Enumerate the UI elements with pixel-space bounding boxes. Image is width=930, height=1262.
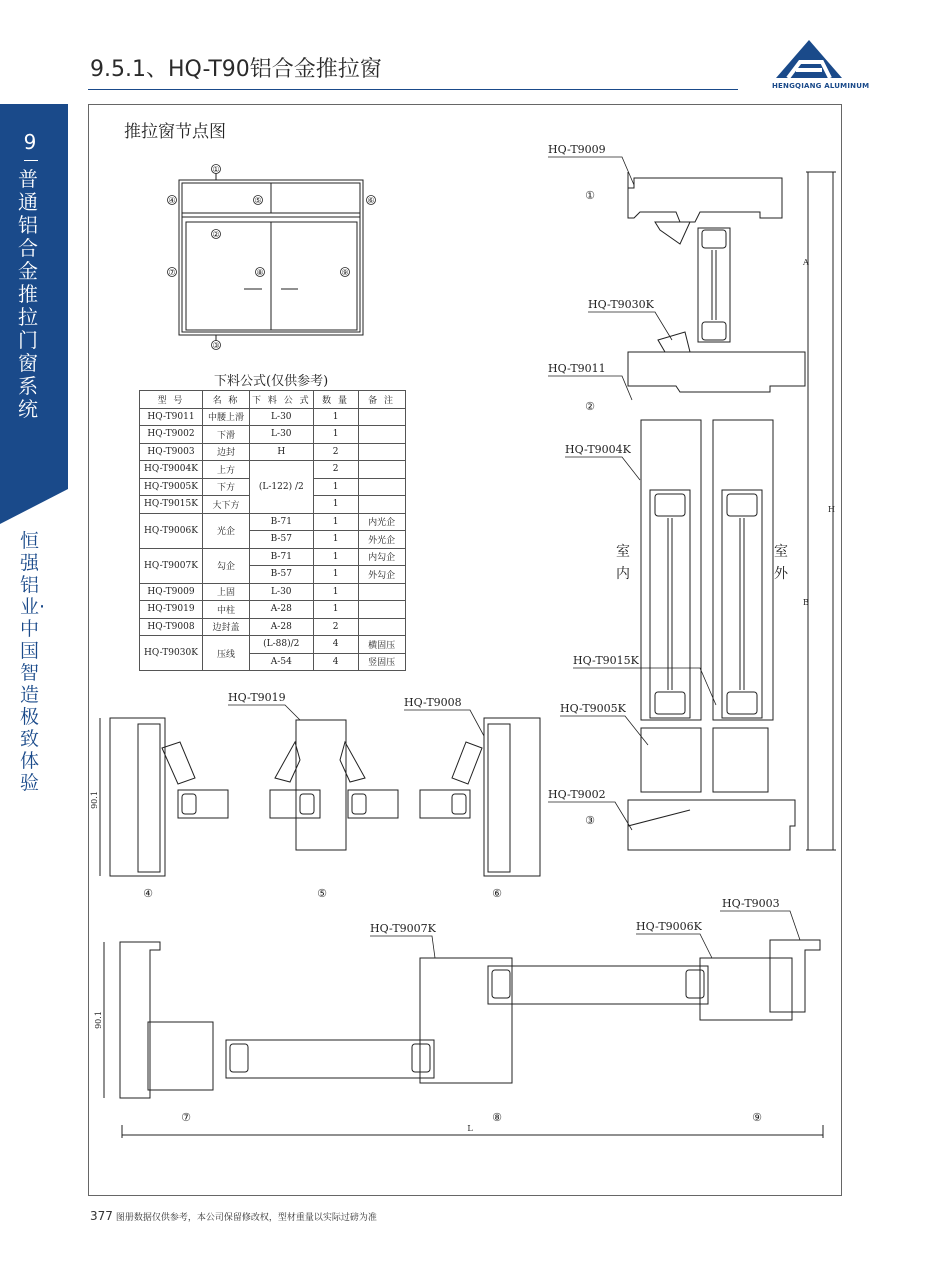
label-hq-t9008: HQ-T9008 xyxy=(404,696,462,709)
marker-9: ⑨ xyxy=(341,268,349,277)
page-number: 377 xyxy=(90,1209,113,1223)
marker-8: ⑧ xyxy=(256,268,264,277)
cell: 外光企 xyxy=(358,531,405,549)
label-hq-t9002: HQ-T9002 xyxy=(548,788,606,801)
cell: HQ-T9003 xyxy=(140,443,203,461)
chapter-title: 普通铝合金推拉门窗系统 xyxy=(18,167,38,421)
outdoor-label-1: 室 xyxy=(774,544,788,560)
marker-3: ③ xyxy=(212,341,220,350)
marker-circle-1: ① xyxy=(585,189,595,202)
marker-2: ② xyxy=(212,230,220,239)
label-hq-t9005k: HQ-T9005K xyxy=(560,702,626,715)
col-remark: 备 注 xyxy=(358,391,405,409)
label-hq-t9007k: HQ-T9007K xyxy=(370,922,436,935)
cell: 2 xyxy=(313,618,358,636)
cell xyxy=(358,461,405,479)
cell: A-28 xyxy=(250,618,314,636)
cell: 边封 xyxy=(203,443,250,461)
cell: L-30 xyxy=(250,408,314,426)
cell: 竖固压 xyxy=(358,653,405,671)
cell: 大下方 xyxy=(203,496,250,514)
cell: L-30 xyxy=(250,426,314,444)
dim-90-1-mid: 90.1 xyxy=(90,791,99,809)
label-hq-t9009: HQ-T9009 xyxy=(548,143,606,156)
cell: 1 xyxy=(313,478,358,496)
cell: (L-88)/2 xyxy=(250,636,314,654)
cell: A-28 xyxy=(250,601,314,619)
chapter-number: 9 xyxy=(23,130,37,154)
cell: 4 xyxy=(313,653,358,671)
cell: HQ-T9019 xyxy=(140,601,203,619)
marker-circle-7: ⑦ xyxy=(181,1111,191,1124)
cell: 中腰上滑 xyxy=(203,408,250,426)
formula-caption: 下料公式(仅供参考) xyxy=(214,374,329,389)
marker-circle-8: ⑧ xyxy=(492,1111,502,1124)
dim-a: A xyxy=(803,258,809,267)
cell-merged: HQ-T9007K xyxy=(140,548,203,583)
cell: 1 xyxy=(313,548,358,566)
cell: 1 xyxy=(313,408,358,426)
cell xyxy=(358,496,405,514)
cell: HQ-T9015K xyxy=(140,496,203,514)
label-hq-t9004k: HQ-T9004K xyxy=(565,443,631,456)
cell-merged: HQ-T9006K xyxy=(140,513,203,548)
marker-5-top: ⑤ xyxy=(254,196,262,205)
cell: 1 xyxy=(313,583,358,601)
cell: B-57 xyxy=(250,531,314,549)
cell: 下方 xyxy=(203,478,250,496)
cell xyxy=(358,618,405,636)
cell xyxy=(358,443,405,461)
slogan-dot: · xyxy=(39,596,46,618)
cell: 1 xyxy=(313,531,358,549)
indoor-label-1: 室 xyxy=(616,544,630,560)
slogan-part-a: 恒强铝业 xyxy=(20,530,40,618)
col-model: 型 号 xyxy=(140,391,203,409)
table-row xyxy=(140,548,406,566)
marker-1: ① xyxy=(212,165,220,174)
cell: B-71 xyxy=(250,548,314,566)
cutting-formula-table xyxy=(139,390,406,671)
cell: 2 xyxy=(313,443,358,461)
cell xyxy=(358,601,405,619)
cell: 下滑 xyxy=(203,426,250,444)
dim-90-1-bottom: 90.1 xyxy=(94,1011,103,1029)
cell: 上方 xyxy=(203,461,250,479)
marker-circle-2: ② xyxy=(585,400,595,413)
cell: H xyxy=(250,443,314,461)
cell: 4 xyxy=(313,636,358,654)
cell: 横固压 xyxy=(358,636,405,654)
cell: L-30 xyxy=(250,583,314,601)
cell xyxy=(358,426,405,444)
cell: A-54 xyxy=(250,653,314,671)
marker-circle-3: ③ xyxy=(585,814,595,827)
page-title: 9.5.1、HQ-T90铝合金推拉窗 xyxy=(90,57,382,82)
marker-7: ⑦ xyxy=(168,268,176,277)
table-row xyxy=(140,461,406,479)
cell-merged: (L-122) /2 xyxy=(250,461,314,514)
label-hq-t9015k: HQ-T9015K xyxy=(573,654,639,667)
cell: HQ-T9009 xyxy=(140,583,203,601)
cell: HQ-T9002 xyxy=(140,426,203,444)
cell-merged: HQ-T9030K xyxy=(140,636,203,671)
cell: 1 xyxy=(313,513,358,531)
indoor-label-2: 内 xyxy=(616,566,630,582)
cell-merged: 光企 xyxy=(203,513,250,548)
slogan-part-b: 中国智造 极致体验 xyxy=(20,618,40,794)
cell: HQ-T9005K xyxy=(140,478,203,496)
cell: HQ-T9004K xyxy=(140,461,203,479)
table-row xyxy=(140,618,406,636)
page-footer xyxy=(90,1209,377,1223)
cell: HQ-T9008 xyxy=(140,618,203,636)
table-row xyxy=(140,601,406,619)
dim-l: L xyxy=(467,1124,473,1133)
col-qty: 数 量 xyxy=(313,391,358,409)
cell: 1 xyxy=(313,426,358,444)
cell: 中柱 xyxy=(203,601,250,619)
label-hq-t9003: HQ-T9003 xyxy=(722,897,780,910)
table-header-row xyxy=(140,391,406,409)
table-row xyxy=(140,513,406,531)
col-name: 名 称 xyxy=(203,391,250,409)
cell: 内光企 xyxy=(358,513,405,531)
cell: 1 xyxy=(313,601,358,619)
label-hq-t9030k: HQ-T9030K xyxy=(588,298,654,311)
label-hq-t9019: HQ-T9019 xyxy=(228,691,286,704)
table-row xyxy=(140,583,406,601)
cell-merged: 勾企 xyxy=(203,548,250,583)
cell: 边封盖 xyxy=(203,618,250,636)
brand-name: HENGQIANG ALUMINUM xyxy=(772,82,870,90)
marker-circle-5: ⑤ xyxy=(317,887,327,900)
marker-circle-6: ⑥ xyxy=(492,887,502,900)
cell: B-57 xyxy=(250,566,314,584)
marker-circle-4: ④ xyxy=(143,887,153,900)
col-formula: 下 料 公 式 xyxy=(250,391,314,409)
dim-b: B xyxy=(803,598,809,607)
cell: 2 xyxy=(313,461,358,479)
cell-merged: 压线 xyxy=(203,636,250,671)
footer-note: 图册数据仅供参考，本公司保留修改权，型材重量以实际过磅为准 xyxy=(115,1213,377,1223)
dim-h: H xyxy=(828,505,835,514)
table-row xyxy=(140,443,406,461)
cell: 1 xyxy=(313,496,358,514)
table-row xyxy=(140,426,406,444)
cell xyxy=(358,478,405,496)
marker-4: ④ xyxy=(168,196,176,205)
table-row xyxy=(140,408,406,426)
section-title: 推拉窗节点图 xyxy=(124,122,226,142)
cell: 外勾企 xyxy=(358,566,405,584)
marker-circle-9: ⑨ xyxy=(752,1111,762,1124)
label-hq-t9011: HQ-T9011 xyxy=(548,362,606,375)
cell: 1 xyxy=(313,566,358,584)
marker-6: ⑥ xyxy=(367,196,375,205)
cell: 内勾企 xyxy=(358,548,405,566)
label-hq-t9006k: HQ-T9006K xyxy=(636,920,702,933)
cell: 上固 xyxy=(203,583,250,601)
cell: B-71 xyxy=(250,513,314,531)
cell: HQ-T9011 xyxy=(140,408,203,426)
table-row xyxy=(140,636,406,654)
cell xyxy=(358,583,405,601)
outdoor-label-2: 外 xyxy=(774,566,788,582)
cell xyxy=(358,408,405,426)
